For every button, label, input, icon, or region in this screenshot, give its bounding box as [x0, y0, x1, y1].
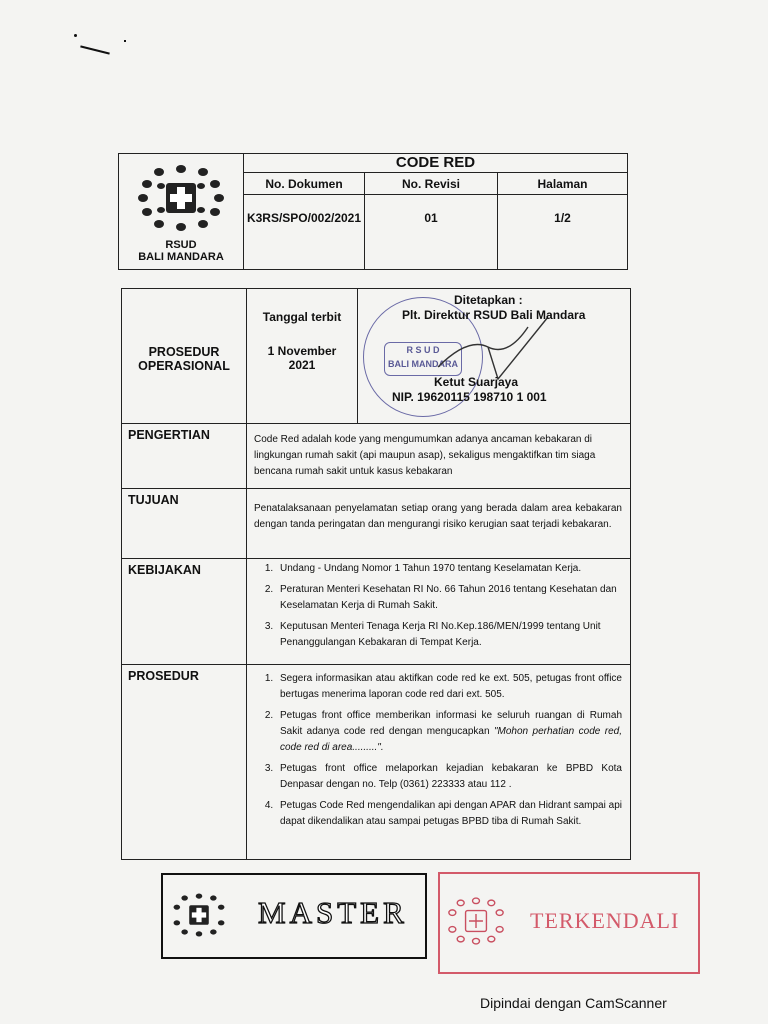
page-number: 1/2	[498, 195, 628, 270]
controlled-label: TERKENDALI	[530, 908, 680, 933]
prosedur-item: 3. Petugas front office melaporkan kejadian kebakaran ke BPBD Kota Denpasar dengan no. Telp (0361) 223333 atau 112 .	[276, 761, 622, 793]
kebijakan-item: 1. Undang - Undang Nomor 1 Tahun 1970 tentang Keselamatan Kerja.	[276, 561, 622, 577]
tujuan-text: Penatalaksanaan penyelamatan setiap orang yang berada dalam area kebakaran dengan tanda peringatan dan mengurangi risiko kerugian saat terjadi kebakaran.	[247, 489, 631, 559]
prosedur-item	[276, 708, 622, 756]
scanner-watermark: Dipindai dengan CamScanner	[480, 995, 667, 1011]
signer-name: Ketut Suarjaya	[434, 375, 519, 389]
approval-label: Ditetapkan :	[454, 293, 523, 307]
header-table	[118, 153, 628, 270]
master-stamp-logo-icon	[169, 885, 229, 945]
prosedur-item: 1. Segera informasikan atau aktifkan code red ke ext. 505, petugas front office bertugas menerima laporan code red dari ext. 505.	[276, 671, 622, 703]
hospital-logo-icon	[135, 162, 227, 234]
kebijakan-item: 2. Peraturan Menteri Kesehatan RI No. 66 Tahun 2016 tentang Kesehatan dan Keselamatan Kerja di Rumah Sakit.	[276, 582, 622, 614]
kebijakan-item: 3. Keputusan Menteri Tenaga Kerja RI No.Kep.186/MEN/1999 tentang Unit Penanggulangan Kebakaran di Tempat Kerja.	[276, 619, 622, 651]
section-label-tujuan: TUJUAN	[122, 489, 247, 559]
section-label-kebijakan: KEBIJAKAN	[122, 559, 247, 665]
scan-speck	[74, 34, 77, 37]
controlled-stamp-logo-icon	[444, 890, 508, 952]
kebijakan-list	[254, 561, 622, 651]
procedure-type-line2: OPERASIONAL	[138, 359, 230, 373]
section-label-prosedur: PROSEDUR	[122, 665, 247, 860]
master-label: MASTER	[258, 895, 408, 930]
org-name: RSUD	[165, 239, 197, 251]
controlled-stamp	[438, 872, 700, 974]
kebijakan-cell	[247, 559, 631, 665]
logo-cell	[119, 154, 244, 270]
col-header-doc: No. Dokumen	[244, 173, 365, 195]
procedure-type-cell	[122, 289, 247, 424]
issue-date-cell	[247, 289, 358, 424]
procedure-table	[121, 288, 631, 860]
doc-number: K3RS/SPO/002/2021	[244, 195, 365, 270]
procedure-type-line1: PROSEDUR	[148, 345, 220, 359]
prosedur-list	[254, 671, 622, 830]
stamp-text-line2: BALI MANDARA	[388, 359, 458, 369]
scan-mark	[80, 45, 110, 54]
org-name-line2: BALI MANDARA	[138, 251, 224, 263]
issue-date-label: Tanggal terbit	[262, 310, 342, 324]
pengertian-text: Code Red adalah kode yang mengumumkan adanya ancaman kebakaran di lingkungan rumah sakit (api maupun asap), sekaligus mengaktifkan tim siaga bencana rumah sakit untuk kasus kebakaran	[247, 424, 631, 489]
section-label-pengertian: PENGERTIAN	[122, 424, 247, 489]
approval-title: Plt. Direktur RSUD Bali Mandara	[402, 308, 586, 322]
col-header-page: Halaman	[498, 173, 628, 195]
signer-nip: NIP. 19620115 198710 1 001	[392, 390, 547, 404]
scan-speck	[124, 40, 126, 42]
issue-date-line1: 1 November	[267, 344, 337, 358]
master-stamp	[161, 873, 427, 959]
prosedur-item-quote: "Mohon perhatian code red, code red di area.........".	[280, 726, 623, 753]
revision-number: 01	[365, 195, 498, 270]
col-header-rev: No. Revisi	[365, 173, 498, 195]
approval-cell	[358, 289, 631, 424]
stamp-text: R S U D	[406, 345, 440, 355]
issue-date-line2: 2021	[288, 358, 316, 372]
prosedur-item-text: Petugas front office memberikan informasi ke seluruh ruangan di Rumah Sakit adanya code red dengan mengucapkan	[280, 710, 622, 737]
document-title: CODE RED	[244, 154, 628, 173]
prosedur-cell	[247, 665, 631, 860]
prosedur-item: 4. Petugas Code Red mengendalikan api dengan APAR dan Hidrant sampai api dapat dikendalikan atau sampai petugas BPBD tiba di Rumah Sakit.	[276, 798, 622, 830]
